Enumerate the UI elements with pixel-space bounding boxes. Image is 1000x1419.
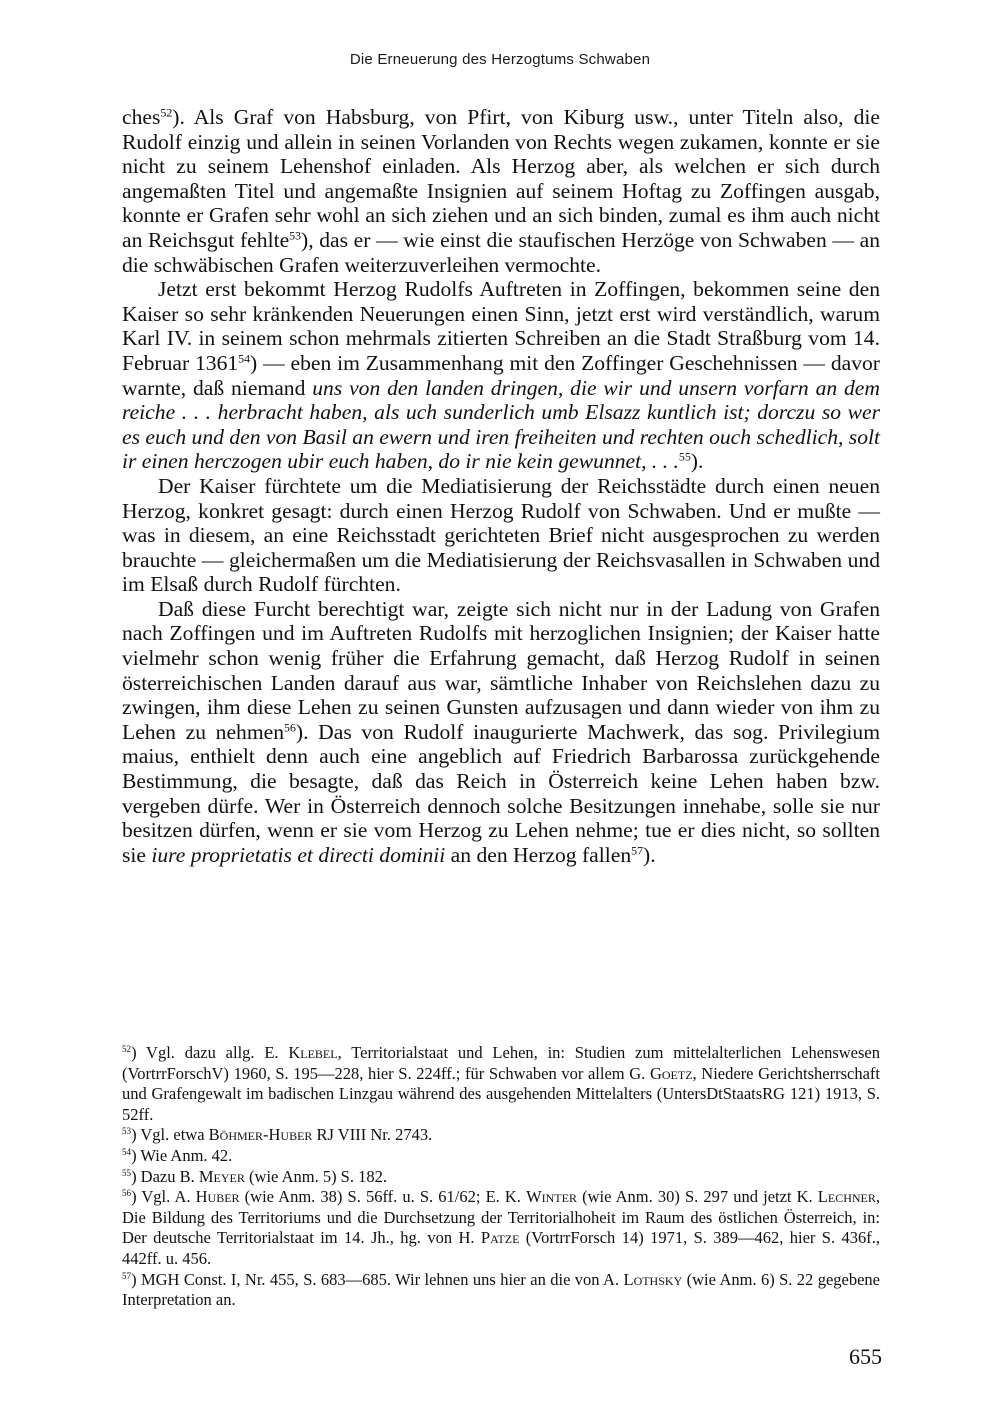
text-run: ) — eben im Zusammenhang mit den Zoffinger Geschehnissen — davor warnte, daß niemand [122, 350, 880, 400]
text-run: ) Vgl. dazu allg. E. [131, 1043, 289, 1062]
footnotes [122, 1043, 880, 1311]
note-reference: 55 [678, 449, 691, 464]
text-run: (wie Anm. 38) S. 56ff. u. S. 61/62; E. K. [239, 1187, 527, 1207]
text-run: (wie Anm. 6) S. 22 gegebene Interpretation an. [122, 1269, 880, 1310]
text-run: ). Als Graf von Habsburg, von Pfirt, von Kiburg usw., unter Titeln also, die Rudolf einzig und allein in seinen Vorlanden von Rechts wegen zukamen, konnte er sie nicht zu seinem Lehenshof einladen. Als Herzog aber, als welchen er sich durch angemaßten Titel und angemaßte Insignien auf seinem Hoftag zu Zoffingen ausgab, konnte er Grafen sehr wohl an sich ziehen und an sich binden, zumal es ihm auch nicht an Reichsgut fehlte [122, 105, 880, 252]
author-name: Lothsky [623, 1269, 683, 1289]
paragraph [122, 105, 880, 277]
text-run: ) Wie Anm. 42. [131, 1145, 233, 1165]
text-run: ) MGH Const. I, Nr. 455, S. 683—685. Wir lehnen uns hier an die von A. [131, 1269, 624, 1289]
paragraph [122, 474, 880, 597]
author-name: Goetz [649, 1063, 693, 1083]
note-reference: 55 [122, 1167, 132, 1178]
text-run: ) Dazu B. [131, 1166, 199, 1186]
author-name: Winter [526, 1187, 577, 1207]
note-reference: 53 [122, 1126, 132, 1137]
paragraph [122, 597, 880, 868]
footnote [122, 1167, 880, 1188]
footnote [122, 1146, 880, 1167]
text-run: ) Vgl. etwa [131, 1125, 209, 1145]
author-name: Böhmer-Huber [208, 1125, 313, 1145]
text-run: RJ VIII Nr. 2743. [312, 1125, 433, 1145]
author-name: Klebel [288, 1043, 338, 1062]
text-run: (wie Anm. 30) S. 297 und jetzt K. [576, 1187, 818, 1207]
paragraph [122, 277, 880, 474]
text-run: an den Herzog fallen [445, 842, 632, 867]
italic-quotation: uns von den landen dringen, die wir und unsern vorfarn an dem reiche . . . herbracht haben, als uch sunderlich umb Elsazz kuntlich ist; dorczu so wer es euch und den von Basil an ewern und iren freiheiten und rechten ouch schedlich, solt ir einen herczogen ubir euch haben, do ir nie kein gewunnet, . . . [122, 375, 881, 474]
text-run: Der Kaiser fürchtete um die Mediatisierung der Reichsstädte durch einen neuen Herzog, konkret gesagt: durch einen Herzog Rudolf von Schwaben. Und er mußte — was in diesem, an eine Reichsstadt gerichteten Brief nicht ausgesprochen zu werden brauchte — gleichermaßen um die Mediatisierung der Reichsvasallen in Schwaben und im Elsaß durch Rudolf fürchten. [122, 473, 880, 597]
footnote [122, 1187, 880, 1269]
footnote [122, 1043, 880, 1125]
note-reference: 53 [289, 228, 302, 243]
note-reference: 56 [284, 720, 296, 735]
text-run: ). Das von Rudolf inaugurierte Machwerk, das sog. Privilegium maius, enthielt denn auch eine angeblich auf Friedrich Barbarossa zurückgehende Bestimmung, die besagte, daß das Reich in Österreich keine Lehen haben bzw. vergeben dürfe. Wer in Österreich dennoch solche Besitzungen innehabe, solle sie nur besitzen dürfen, wenn er sie vom Herzog zu Lehen nehme; tue er dies nicht, so sollten sie [122, 719, 880, 867]
text-run: ches [122, 105, 161, 129]
author-name: Lechner [817, 1187, 876, 1207]
note-reference: 57 [631, 843, 644, 858]
text-run: , Territorialstaat und Lehen, in: Studien zum mittelalterlichen Lehenswesen (VortrrForschV) 1960, S. 195—228, hier S. 224ff.; für Schwaben vor allem G. [122, 1043, 880, 1083]
running-head: Die Erneuerung des Herzogtums Schwaben [349, 51, 651, 68]
author-name: Huber [195, 1187, 240, 1207]
text-run: Jetzt erst bekommt Herzog Rudolfs Auftreten in Zoffingen, bekommen seine den Kaiser so sehr kränkenden Neuerungen einen Sinn, jetzt erst wird verständlich, warum Karl IV. in seinem schon mehrmals zitierten Schreiben an die Stadt Straßburg vom 14. Februar 1361 [122, 277, 880, 375]
note-reference: 52 [160, 105, 173, 120]
text-run: ). [690, 449, 704, 474]
text-run: ). [643, 842, 656, 867]
text-run: , Niedere Gerichtsherrschaft und Grafengewalt im badischen Linzgau während des ausgehenden Mittelalters (UntersDtStaatsRG 121) 1913, S. 52ff. [122, 1063, 880, 1124]
note-reference: 57 [122, 1270, 132, 1281]
page-number: 655 [849, 1344, 882, 1369]
body-text [122, 105, 880, 867]
text-run: ), das er — wie einst die staufischen Herzöge von Schwaben — an die schwäbischen Grafen weiterzuverleihen vermochte. [122, 227, 880, 277]
text-run: (wie Anm. 5) S. 182. [244, 1166, 387, 1186]
note-reference: 54 [122, 1147, 132, 1158]
note-reference: 56 [122, 1188, 132, 1199]
text-run: Daß diese Furcht berechtigt war, zeigte sich nicht nur in der Ladung von Grafen nach Zoffingen und im Auftreten Rudolfs mit herzoglichen Insignien; der Kaiser hatte vielmehr schon wenig früher die Erfahrung gemacht, daß Herzog Rudolf in seinen österreichischen Landen darauf aus war, sämtliche Inhaber von Reichslehen dazu zu zwingen, ihm diese Lehen zu seinen Gunsten aufzusagen und dann wieder von ihm zu Lehen zu nehmen [122, 596, 880, 744]
author-name: Meyer [198, 1166, 245, 1186]
footnote [122, 1125, 880, 1146]
text-run: ) Vgl. A. [131, 1187, 196, 1207]
italic-quotation: iure proprietatis et directi dominii [151, 842, 446, 867]
footnote [122, 1270, 880, 1311]
author-name: Patze [480, 1228, 520, 1248]
text-run: , Die Bildung des Territoriums und die Durchsetzung der Territorialhoheit im Raum des östlichen Österreich, in: Der deutsche Territorialstaat im 14. Jh., hg. von H. [122, 1187, 880, 1248]
text-run: (VortrrForsch 14) 1971, S. 389—462, hier S. 436f., 442ff. u. 456. [122, 1228, 880, 1268]
note-reference: 54 [238, 351, 251, 366]
note-reference: 52 [122, 1044, 132, 1055]
